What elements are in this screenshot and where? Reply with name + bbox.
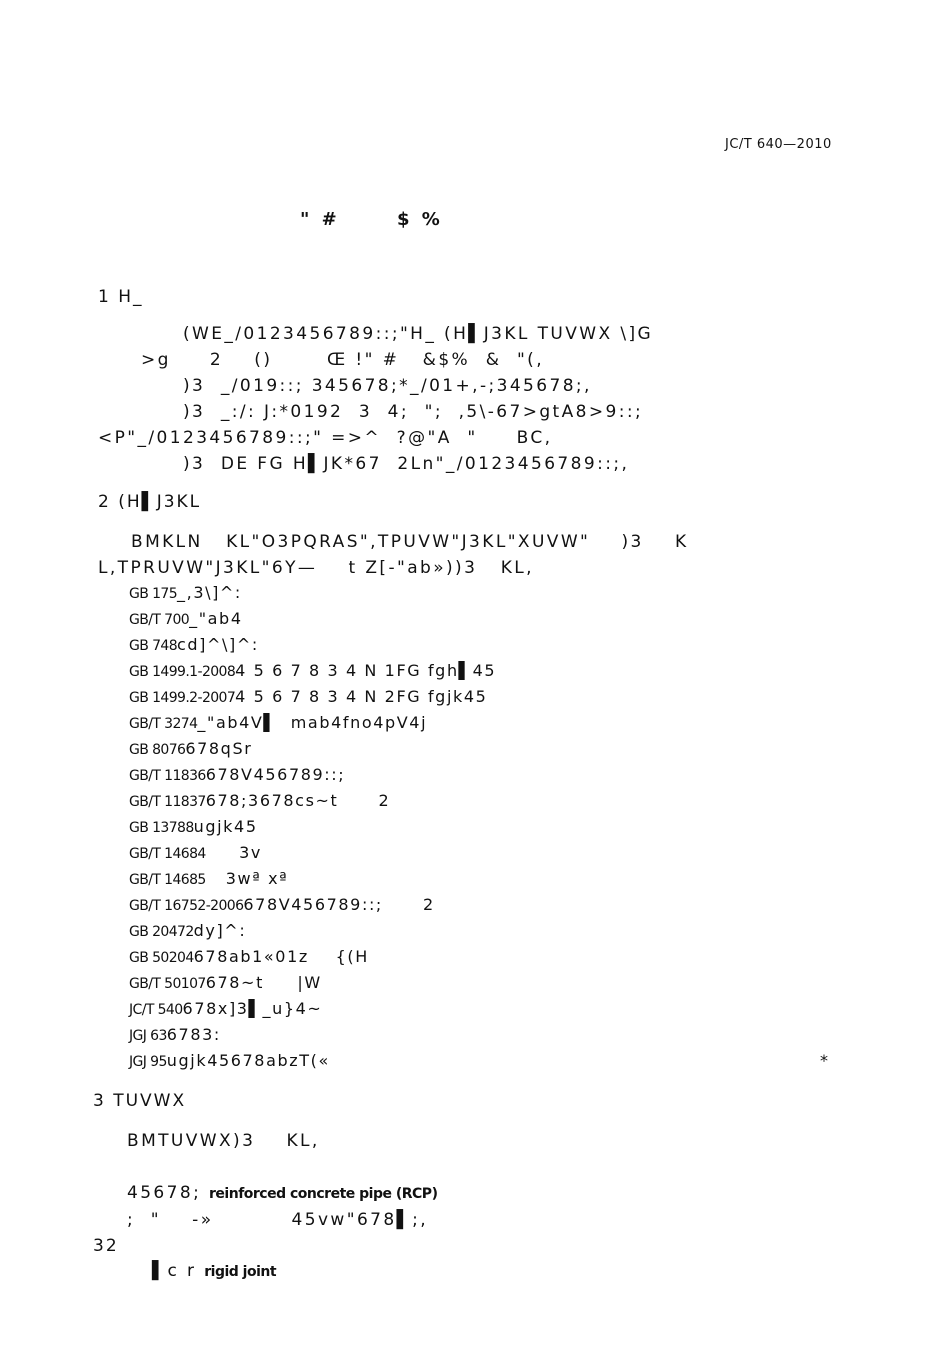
reference-code: GB/T 11837	[129, 794, 206, 810]
reference-title: 3v	[205, 843, 262, 862]
term-english: rigid joint	[204, 1264, 277, 1280]
normative-reference	[129, 845, 262, 861]
term-entry	[152, 1263, 276, 1280]
normative-reference	[129, 741, 252, 757]
reference-title: ugjk45678abzT(«	[166, 1051, 330, 1070]
normative-reference	[129, 1027, 221, 1043]
normative-reference	[129, 767, 345, 783]
normative-reference	[129, 1053, 330, 1069]
reference-title: 4 5 6 7 8 3 4 N 1FG fgh▌45	[235, 661, 497, 680]
section-3-intro: BMTUVWX)3 KL,	[127, 1131, 320, 1151]
reference-title: 678V456789::;	[205, 765, 346, 784]
reference-code: GB 1499.2-2007	[129, 690, 236, 706]
reference-code: GB/T 14685	[129, 872, 206, 888]
reference-code: JGJ 95	[129, 1054, 167, 1070]
section-2-intro: BMKLN KL"O3PQRAS",TPUVW"J3KL"XUVW" )3 K	[131, 532, 689, 552]
reference-code: GB/T 50107	[129, 976, 206, 992]
reference-title: _,3\]^:	[177, 583, 242, 602]
reference-title: 678ab1«01z {(H	[193, 947, 369, 966]
reference-title: 6783:	[166, 1025, 221, 1044]
reference-title: 678~t |W	[205, 973, 322, 992]
normative-reference	[129, 819, 258, 835]
normative-reference	[129, 923, 246, 939]
section-1-line: )3 _:/: J:*0192 3 4; "; ,5\-67>gtA8>9::;	[183, 402, 644, 422]
reference-code: GB 1499.1-2008	[129, 664, 236, 680]
section-2-heading: 2 (H▌J3KL	[98, 492, 202, 512]
reference-code: GB/T 700	[129, 612, 190, 628]
normative-reference	[129, 793, 390, 809]
section-1-line: <P"_/0123456789::;" =>^ ?@"A " BC,	[98, 428, 553, 448]
reference-title: ugjk45	[193, 817, 258, 836]
term-english: reinforced concrete pipe (RCP)	[209, 1186, 438, 1202]
reference-title: 678qSr	[185, 739, 253, 758]
normative-reference	[129, 871, 288, 887]
term-definition: ; " -» 45vw"678▌;,	[127, 1210, 429, 1230]
reference-title: _"ab4V▌ mab4fno4pV4j	[197, 713, 428, 732]
normative-reference	[129, 663, 496, 679]
clause-number: 32	[93, 1236, 119, 1256]
normative-reference	[129, 637, 259, 653]
normative-reference	[129, 1001, 322, 1017]
reference-code: GB 13788	[129, 820, 194, 836]
reference-code: GB/T 3274	[129, 716, 198, 732]
reference-code: GB 8076	[129, 742, 186, 758]
section-1-line: (WE_/0123456789::;"H_ (H▌J3KL TUVWX \]G	[183, 324, 654, 344]
normative-reference	[129, 897, 435, 913]
normative-reference	[129, 715, 427, 731]
document-title-left: " #	[300, 209, 340, 230]
reference-title: dy]^:	[193, 921, 247, 940]
reference-title: 4 5 6 7 8 3 4 N 2FG fgjk45	[235, 687, 488, 706]
reference-title: 3wª xª	[205, 869, 289, 888]
normative-reference	[129, 975, 322, 991]
reference-code: GB/T 14684	[129, 846, 206, 862]
term-label: 45678;	[127, 1183, 202, 1203]
normative-reference	[129, 949, 369, 965]
section-1-line: >g 2 () Œ !" # &$% & "(,	[141, 350, 545, 370]
standard-code: JC/T 640—2010	[725, 137, 832, 152]
normative-reference	[129, 585, 242, 601]
reference-title: 678;3678cs~t 2	[205, 791, 391, 810]
reference-code: GB 50204	[129, 950, 194, 966]
reference-code: GB 748	[129, 638, 178, 654]
reference-title: 678V456789::; 2	[243, 895, 435, 914]
normative-reference	[129, 689, 487, 705]
reference-title: _"ab4	[189, 609, 243, 628]
section-1-heading: 1 H_	[98, 287, 144, 307]
reference-title: cd]^\]^:	[177, 635, 259, 654]
document-title-right: $ %	[397, 209, 443, 230]
margin-mark: *	[820, 1051, 830, 1070]
section-2-intro: L,TPRUVW"J3KL"6Y— t Z[-"ab»))3 KL,	[98, 558, 534, 578]
reference-title: 678x]3▌_u}4~	[182, 999, 323, 1018]
term-entry	[127, 1185, 437, 1202]
section-3-heading: 3 TUVWX	[93, 1091, 187, 1111]
reference-code: GB/T 11836	[129, 768, 206, 784]
reference-code: JC/T 540	[129, 1002, 183, 1018]
section-1-line: )3 DE FG H▌JK*67 2Ln"_/0123456789::;,	[183, 454, 630, 474]
section-1-line: )3 _/019::; 345678;*_/01+,-;345678;,	[183, 376, 592, 396]
term-label: ▌c r	[152, 1261, 197, 1281]
normative-reference	[129, 611, 243, 627]
reference-code: GB 20472	[129, 924, 194, 940]
reference-code: GB/T 16752-2006	[129, 898, 244, 914]
reference-code: GB 175	[129, 586, 178, 602]
reference-code: JGJ 63	[129, 1028, 167, 1044]
